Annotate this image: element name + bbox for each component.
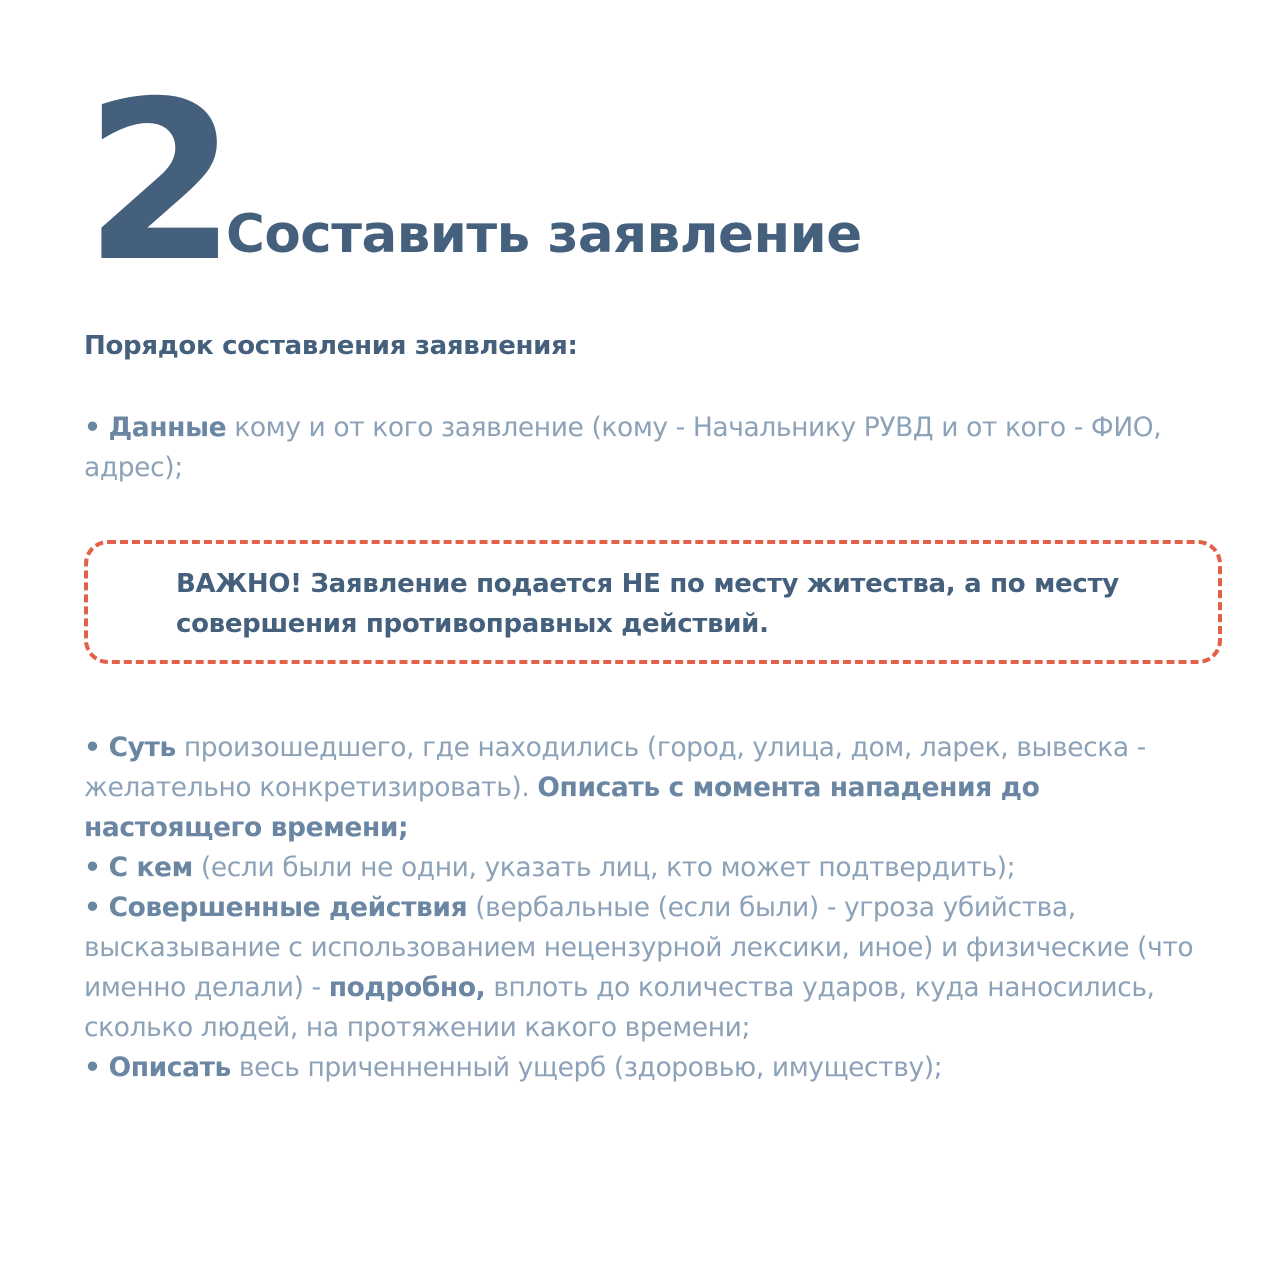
item-keyword: С кем <box>108 852 193 883</box>
important-notice <box>84 540 1222 664</box>
list-item-data <box>84 408 1224 488</box>
list-item-with-whom <box>84 848 1224 888</box>
list-item-damage <box>84 1048 1224 1088</box>
bullet: • <box>84 732 101 763</box>
item-text-tail: вплоть до количества ударов, куда наносились, сколько людей, на протяжении какого времени; <box>84 972 1155 1043</box>
step-title: Составить заявление <box>226 204 862 265</box>
item-emphasis: подробно, <box>328 972 486 1003</box>
item-text: весь приченненный ущерб (здоровью, имуществу); <box>230 1052 943 1083</box>
item-keyword: Описать <box>108 1052 231 1083</box>
important-text: ВАЖНО! Заявление подается НЕ по месту житества, а по месту совершения противоправных действий. <box>176 569 1119 639</box>
item-text: (вербальные (если были) - угроза убийства, высказывание с использованием нецензурной лексики, иное) и физические (что именно делали) - <box>84 892 1194 1003</box>
item-keyword: Совершенные действия <box>108 892 468 923</box>
bullet: • <box>84 892 101 923</box>
bullet: • <box>84 412 101 443</box>
item-text: произошедшего, где находились (город, улица, дом, ларек, вывеска - желательно конкретизировать). <box>84 732 1146 803</box>
bullet: • <box>84 1052 101 1083</box>
list-item-actions <box>84 888 1224 1048</box>
list-item-essence <box>84 728 1224 848</box>
item-keyword: Суть <box>108 732 176 763</box>
item-text: (если были не одни, указать лиц, кто может подтвердить); <box>192 852 1016 883</box>
step-number: 2 <box>84 54 232 310</box>
list-block <box>84 728 1224 1088</box>
item-text: кому и от кого заявление (кому - Начальнику РУВД и от кого - ФИО, адрес); <box>84 412 1162 483</box>
section-subheading: Порядок составления заявления: <box>84 331 578 361</box>
item-emphasis: Описать с момента нападения до настоящего времени; <box>84 772 1040 843</box>
bullet: • <box>84 852 101 883</box>
item-keyword: Данные <box>108 412 227 443</box>
